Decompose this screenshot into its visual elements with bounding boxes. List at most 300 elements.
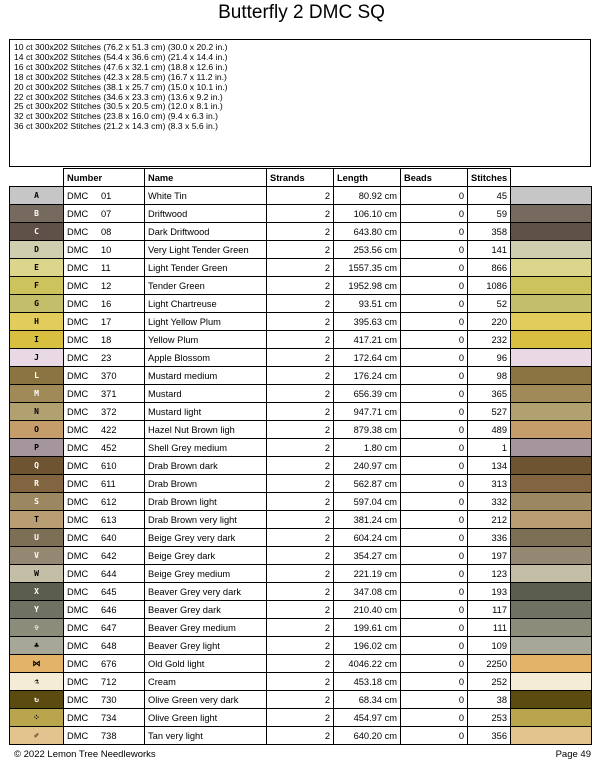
table-row bbox=[10, 313, 592, 331]
table-row bbox=[10, 223, 592, 241]
table-row bbox=[10, 493, 592, 511]
strands-cell: 2 bbox=[267, 403, 334, 421]
beads-cell: 0 bbox=[401, 655, 468, 673]
fabric-size-line: 32 ct 300x202 Stitches (23.8 x 16.0 cm) (9.4 x 6.3 in.) bbox=[14, 111, 218, 122]
number-cell bbox=[64, 691, 145, 709]
floss-code: 01 bbox=[101, 190, 112, 201]
symbol-cell: S bbox=[10, 493, 64, 511]
stitches-cell: 96 bbox=[468, 349, 511, 367]
beads-cell: 0 bbox=[401, 457, 468, 475]
stitches-cell: 117 bbox=[468, 601, 511, 619]
table-row bbox=[10, 439, 592, 457]
name-cell: Light Yellow Plum bbox=[145, 313, 267, 331]
stitches-cell: 866 bbox=[468, 259, 511, 277]
floss-code: 738 bbox=[101, 730, 117, 741]
number-cell bbox=[64, 673, 145, 691]
floss-code: 08 bbox=[101, 226, 112, 237]
strands-cell: 2 bbox=[267, 601, 334, 619]
brand-label: DMC bbox=[67, 298, 89, 309]
beads-cell: 0 bbox=[401, 241, 468, 259]
strands-cell: 2 bbox=[267, 295, 334, 313]
color-swatch bbox=[511, 403, 592, 421]
brand-label: DMC bbox=[67, 586, 89, 597]
page-number: Page 49 bbox=[555, 749, 591, 760]
number-cell bbox=[64, 259, 145, 277]
length-cell: 597.04 cm bbox=[334, 493, 401, 511]
beads-cell: 0 bbox=[401, 547, 468, 565]
strands-cell: 2 bbox=[267, 457, 334, 475]
number-cell bbox=[64, 403, 145, 421]
strands-cell: 2 bbox=[267, 241, 334, 259]
floss-code: 370 bbox=[101, 370, 117, 381]
name-cell: Hazel Nut Brown ligh bbox=[145, 421, 267, 439]
stitches-cell: 358 bbox=[468, 223, 511, 241]
length-cell: 947.71 cm bbox=[334, 403, 401, 421]
page-footer bbox=[14, 749, 591, 761]
floss-code: 730 bbox=[101, 694, 117, 705]
floss-code: 712 bbox=[101, 676, 117, 687]
symbol-cell: I bbox=[10, 331, 64, 349]
strands-cell: 2 bbox=[267, 259, 334, 277]
name-cell: Tender Green bbox=[145, 277, 267, 295]
floss-code: 11 bbox=[101, 262, 111, 273]
stitches-cell: 212 bbox=[468, 511, 511, 529]
name-cell: Light Chartreuse bbox=[145, 295, 267, 313]
brand-label: DMC bbox=[67, 226, 89, 237]
strands-cell: 2 bbox=[267, 223, 334, 241]
header-swatch bbox=[511, 169, 592, 187]
table-row bbox=[10, 547, 592, 565]
fabric-size-line: 16 ct 300x202 Stitches (47.6 x 32.1 cm) (18.8 x 12.6 in.) bbox=[14, 61, 228, 72]
floss-code: 644 bbox=[101, 568, 117, 579]
strands-cell: 2 bbox=[267, 655, 334, 673]
brand-label: DMC bbox=[67, 676, 89, 687]
strands-cell: 2 bbox=[267, 331, 334, 349]
floss-code: 610 bbox=[101, 460, 117, 471]
name-cell: Drab Brown light bbox=[145, 493, 267, 511]
beads-cell: 0 bbox=[401, 709, 468, 727]
number-cell bbox=[64, 637, 145, 655]
color-swatch bbox=[511, 385, 592, 403]
brand-label: DMC bbox=[67, 550, 89, 561]
length-cell: 199.61 cm bbox=[334, 619, 401, 637]
length-cell: 354.27 cm bbox=[334, 547, 401, 565]
floss-code: 640 bbox=[101, 532, 117, 543]
name-cell: Tan very light bbox=[145, 727, 267, 745]
table-row bbox=[10, 565, 592, 583]
floss-code: 734 bbox=[101, 712, 117, 723]
symbol-cell: P bbox=[10, 439, 64, 457]
table-row bbox=[10, 187, 592, 205]
number-cell bbox=[64, 601, 145, 619]
stitches-cell: 313 bbox=[468, 475, 511, 493]
symbol-cell: N bbox=[10, 403, 64, 421]
brand-label: DMC bbox=[67, 712, 89, 723]
beads-cell: 0 bbox=[401, 187, 468, 205]
number-cell bbox=[64, 655, 145, 673]
table-row bbox=[10, 349, 592, 367]
number-cell bbox=[64, 385, 145, 403]
beads-cell: 0 bbox=[401, 295, 468, 313]
number-cell bbox=[64, 727, 145, 745]
symbol-cell: ⋈ bbox=[10, 655, 64, 673]
brand-label: DMC bbox=[67, 316, 89, 327]
length-cell: 106.10 cm bbox=[334, 205, 401, 223]
color-swatch bbox=[511, 493, 592, 511]
stitches-cell: 109 bbox=[468, 637, 511, 655]
length-cell: 1952.98 cm bbox=[334, 277, 401, 295]
strands-cell: 2 bbox=[267, 583, 334, 601]
stitches-cell: 52 bbox=[468, 295, 511, 313]
number-cell bbox=[64, 511, 145, 529]
length-cell: 395.63 cm bbox=[334, 313, 401, 331]
color-swatch bbox=[511, 295, 592, 313]
floss-code: 647 bbox=[101, 622, 117, 633]
length-cell: 347.08 cm bbox=[334, 583, 401, 601]
floss-code: 372 bbox=[101, 406, 117, 417]
length-cell: 879.38 cm bbox=[334, 421, 401, 439]
strands-cell: 2 bbox=[267, 187, 334, 205]
name-cell: Shell Grey medium bbox=[145, 439, 267, 457]
length-cell: 453.18 cm bbox=[334, 673, 401, 691]
brand-label: DMC bbox=[67, 622, 89, 633]
strands-cell: 2 bbox=[267, 475, 334, 493]
symbol-cell: Y bbox=[10, 601, 64, 619]
table-row bbox=[10, 619, 592, 637]
color-swatch bbox=[511, 727, 592, 745]
number-cell bbox=[64, 493, 145, 511]
length-cell: 176.24 cm bbox=[334, 367, 401, 385]
color-swatch bbox=[511, 673, 592, 691]
color-swatch bbox=[511, 655, 592, 673]
color-swatch bbox=[511, 529, 592, 547]
name-cell: Light Tender Green bbox=[145, 259, 267, 277]
length-cell: 93.51 cm bbox=[334, 295, 401, 313]
brand-label: DMC bbox=[67, 262, 89, 273]
brand-label: DMC bbox=[67, 496, 89, 507]
name-cell: Apple Blossom bbox=[145, 349, 267, 367]
number-cell bbox=[64, 565, 145, 583]
floss-code: 646 bbox=[101, 604, 117, 615]
color-swatch bbox=[511, 709, 592, 727]
strands-cell: 2 bbox=[267, 367, 334, 385]
table-row bbox=[10, 331, 592, 349]
color-swatch bbox=[511, 313, 592, 331]
number-cell bbox=[64, 439, 145, 457]
number-cell bbox=[64, 547, 145, 565]
name-cell: White Tin bbox=[145, 187, 267, 205]
number-cell bbox=[64, 349, 145, 367]
strands-cell: 2 bbox=[267, 439, 334, 457]
fabric-size-line: 18 ct 300x202 Stitches (42.3 x 28.5 cm) (16.7 x 11.2 in.) bbox=[14, 71, 227, 82]
fabric-size-line: 36 ct 300x202 Stitches (21.2 x 14.3 cm) (8.3 x 5.6 in.) bbox=[14, 121, 218, 132]
page-title: Butterfly 2 DMC SQ bbox=[218, 2, 385, 23]
length-cell: 210.40 cm bbox=[334, 601, 401, 619]
beads-cell: 0 bbox=[401, 205, 468, 223]
table-row bbox=[10, 583, 592, 601]
symbol-cell: ⁘ bbox=[10, 709, 64, 727]
number-cell bbox=[64, 331, 145, 349]
color-swatch bbox=[511, 583, 592, 601]
floss-code: 371 bbox=[101, 388, 117, 399]
brand-label: DMC bbox=[67, 532, 89, 543]
number-cell bbox=[64, 475, 145, 493]
strands-cell: 2 bbox=[267, 547, 334, 565]
table-row bbox=[10, 457, 592, 475]
strands-cell: 2 bbox=[267, 493, 334, 511]
strands-cell: 2 bbox=[267, 385, 334, 403]
floss-code: 648 bbox=[101, 640, 117, 651]
floss-code: 12 bbox=[101, 280, 112, 291]
brand-label: DMC bbox=[67, 208, 89, 219]
beads-cell: 0 bbox=[401, 349, 468, 367]
stitches-cell: 220 bbox=[468, 313, 511, 331]
fabric-size-line: 25 ct 300x202 Stitches (30.5 x 20.5 cm) (12.0 x 8.1 in.) bbox=[14, 101, 223, 112]
number-cell bbox=[64, 457, 145, 475]
name-cell: Beaver Grey medium bbox=[145, 619, 267, 637]
fabric-size-line: 22 ct 300x202 Stitches (34.6 x 23.3 cm) (13.6 x 9.2 in.) bbox=[14, 91, 223, 102]
length-cell: 172.64 cm bbox=[334, 349, 401, 367]
name-cell: Beige Grey very dark bbox=[145, 529, 267, 547]
name-cell: Drab Brown dark bbox=[145, 457, 267, 475]
table-row bbox=[10, 511, 592, 529]
symbol-cell: E bbox=[10, 259, 64, 277]
table-row bbox=[10, 655, 592, 673]
brand-label: DMC bbox=[67, 478, 89, 489]
length-cell: 253.56 cm bbox=[334, 241, 401, 259]
brand-label: DMC bbox=[67, 190, 89, 201]
table-row bbox=[10, 637, 592, 655]
brand-label: DMC bbox=[67, 370, 89, 381]
table-row bbox=[10, 691, 592, 709]
strands-cell: 2 bbox=[267, 511, 334, 529]
name-cell: Dark Driftwood bbox=[145, 223, 267, 241]
number-cell bbox=[64, 187, 145, 205]
brand-label: DMC bbox=[67, 658, 89, 669]
brand-label: DMC bbox=[67, 640, 89, 651]
color-swatch bbox=[511, 511, 592, 529]
table-row bbox=[10, 709, 592, 727]
color-swatch bbox=[511, 421, 592, 439]
brand-label: DMC bbox=[67, 352, 89, 363]
floss-code: 676 bbox=[101, 658, 117, 669]
table-row bbox=[10, 367, 592, 385]
name-cell: Mustard light bbox=[145, 403, 267, 421]
symbol-cell: H bbox=[10, 313, 64, 331]
header-beads: Beads bbox=[401, 169, 468, 187]
header-name: Name bbox=[145, 169, 267, 187]
beads-cell: 0 bbox=[401, 367, 468, 385]
strands-cell: 2 bbox=[267, 619, 334, 637]
fabric-size-line: 10 ct 300x202 Stitches (76.2 x 51.3 cm) (30.0 x 20.2 in.) bbox=[14, 42, 228, 52]
strands-cell: 2 bbox=[267, 277, 334, 295]
table-row bbox=[10, 403, 592, 421]
strands-cell: 2 bbox=[267, 691, 334, 709]
beads-cell: 0 bbox=[401, 385, 468, 403]
stitches-cell: 59 bbox=[468, 205, 511, 223]
name-cell: Beige Grey dark bbox=[145, 547, 267, 565]
stitches-cell: 527 bbox=[468, 403, 511, 421]
beads-cell: 0 bbox=[401, 313, 468, 331]
beads-cell: 0 bbox=[401, 439, 468, 457]
number-cell bbox=[64, 223, 145, 241]
name-cell: Drab Brown very light bbox=[145, 511, 267, 529]
symbol-cell: ⚗ bbox=[10, 673, 64, 691]
table-row bbox=[10, 601, 592, 619]
brand-label: DMC bbox=[67, 388, 89, 399]
name-cell: Beige Grey medium bbox=[145, 565, 267, 583]
symbol-cell: T bbox=[10, 511, 64, 529]
stitches-cell: 232 bbox=[468, 331, 511, 349]
symbol-cell: F bbox=[10, 277, 64, 295]
brand-label: DMC bbox=[67, 604, 89, 615]
copyright-text: © 2022 Lemon Tree Needleworks bbox=[14, 749, 156, 760]
header-strands: Strands bbox=[267, 169, 334, 187]
color-swatch bbox=[511, 547, 592, 565]
symbol-cell: W bbox=[10, 565, 64, 583]
color-swatch bbox=[511, 331, 592, 349]
color-swatch bbox=[511, 637, 592, 655]
strands-cell: 2 bbox=[267, 565, 334, 583]
strands-cell: 2 bbox=[267, 529, 334, 547]
beads-cell: 0 bbox=[401, 421, 468, 439]
name-cell: Beaver Grey dark bbox=[145, 601, 267, 619]
length-cell: 381.24 cm bbox=[334, 511, 401, 529]
color-swatch bbox=[511, 205, 592, 223]
number-cell bbox=[64, 421, 145, 439]
symbol-cell: O bbox=[10, 421, 64, 439]
name-cell: Old Gold light bbox=[145, 655, 267, 673]
table-row bbox=[10, 673, 592, 691]
length-cell: 4046.22 cm bbox=[334, 655, 401, 673]
symbol-cell: U bbox=[10, 529, 64, 547]
number-cell bbox=[64, 619, 145, 637]
brand-label: DMC bbox=[67, 568, 89, 579]
thread-legend-table bbox=[9, 168, 592, 745]
beads-cell: 0 bbox=[401, 601, 468, 619]
beads-cell: 0 bbox=[401, 691, 468, 709]
name-cell: Driftwood bbox=[145, 205, 267, 223]
color-swatch bbox=[511, 223, 592, 241]
floss-code: 18 bbox=[101, 334, 112, 345]
number-cell bbox=[64, 529, 145, 547]
name-cell: Olive Green very dark bbox=[145, 691, 267, 709]
stitches-cell: 489 bbox=[468, 421, 511, 439]
number-cell bbox=[64, 367, 145, 385]
floss-code: 611 bbox=[101, 478, 116, 489]
symbol-cell: D bbox=[10, 241, 64, 259]
symbol-cell: G bbox=[10, 295, 64, 313]
floss-code: 642 bbox=[101, 550, 117, 561]
color-swatch bbox=[511, 601, 592, 619]
name-cell: Drab Brown bbox=[145, 475, 267, 493]
beads-cell: 0 bbox=[401, 673, 468, 691]
beads-cell: 0 bbox=[401, 511, 468, 529]
stitches-cell: 111 bbox=[468, 619, 511, 637]
color-swatch bbox=[511, 187, 592, 205]
floss-code: 17 bbox=[101, 316, 112, 327]
stitches-cell: 332 bbox=[468, 493, 511, 511]
fabric-size-line: 14 ct 300x202 Stitches (54.4 x 36.6 cm) (21.4 x 14.4 in.) bbox=[14, 51, 228, 62]
name-cell: Cream bbox=[145, 673, 267, 691]
number-cell bbox=[64, 295, 145, 313]
stitches-cell: 134 bbox=[468, 457, 511, 475]
name-cell: Olive Green light bbox=[145, 709, 267, 727]
symbol-cell: L bbox=[10, 367, 64, 385]
floss-code: 10 bbox=[101, 244, 112, 255]
beads-cell: 0 bbox=[401, 529, 468, 547]
beads-cell: 0 bbox=[401, 223, 468, 241]
symbol-cell: B bbox=[10, 205, 64, 223]
color-swatch bbox=[511, 349, 592, 367]
strands-cell: 2 bbox=[267, 313, 334, 331]
table-row bbox=[10, 529, 592, 547]
brand-label: DMC bbox=[67, 460, 89, 471]
strands-cell: 2 bbox=[267, 727, 334, 745]
stitches-cell: 38 bbox=[468, 691, 511, 709]
brand-label: DMC bbox=[67, 694, 89, 705]
stitches-cell: 2250 bbox=[468, 655, 511, 673]
stitches-cell: 45 bbox=[468, 187, 511, 205]
header-length: Length bbox=[334, 169, 401, 187]
table-row bbox=[10, 421, 592, 439]
stitches-cell: 193 bbox=[468, 583, 511, 601]
beads-cell: 0 bbox=[401, 277, 468, 295]
floss-code: 16 bbox=[101, 298, 112, 309]
symbol-cell: V bbox=[10, 547, 64, 565]
stitches-cell: 336 bbox=[468, 529, 511, 547]
color-swatch bbox=[511, 439, 592, 457]
brand-label: DMC bbox=[67, 442, 89, 453]
beads-cell: 0 bbox=[401, 619, 468, 637]
length-cell: 1.80 cm bbox=[334, 439, 401, 457]
floss-code: 613 bbox=[101, 514, 117, 525]
beads-cell: 0 bbox=[401, 637, 468, 655]
stitches-cell: 197 bbox=[468, 547, 511, 565]
symbol-cell: ✐ bbox=[10, 727, 64, 745]
strands-cell: 2 bbox=[267, 637, 334, 655]
symbol-cell: ♣ bbox=[10, 637, 64, 655]
length-cell: 562.87 cm bbox=[334, 475, 401, 493]
table-row bbox=[10, 475, 592, 493]
beads-cell: 0 bbox=[401, 403, 468, 421]
stitches-cell: 365 bbox=[468, 385, 511, 403]
stitches-cell: 123 bbox=[468, 565, 511, 583]
name-cell: Beaver Grey light bbox=[145, 637, 267, 655]
beads-cell: 0 bbox=[401, 259, 468, 277]
stitches-cell: 141 bbox=[468, 241, 511, 259]
color-swatch bbox=[511, 565, 592, 583]
floss-code: 452 bbox=[101, 442, 117, 453]
strands-cell: 2 bbox=[267, 205, 334, 223]
header-stitches: Stitches bbox=[468, 169, 511, 187]
table-row bbox=[10, 205, 592, 223]
table-header-row bbox=[10, 169, 592, 187]
symbol-cell: Q bbox=[10, 457, 64, 475]
stitches-cell: 356 bbox=[468, 727, 511, 745]
brand-label: DMC bbox=[67, 244, 89, 255]
length-cell: 454.97 cm bbox=[334, 709, 401, 727]
stitches-cell: 98 bbox=[468, 367, 511, 385]
name-cell: Mustard medium bbox=[145, 367, 267, 385]
length-cell: 640.20 cm bbox=[334, 727, 401, 745]
brand-label: DMC bbox=[67, 280, 89, 291]
beads-cell: 0 bbox=[401, 583, 468, 601]
table-row bbox=[10, 727, 592, 745]
name-cell: Very Light Tender Green bbox=[145, 241, 267, 259]
symbol-cell: R bbox=[10, 475, 64, 493]
header-symbol bbox=[10, 169, 64, 187]
